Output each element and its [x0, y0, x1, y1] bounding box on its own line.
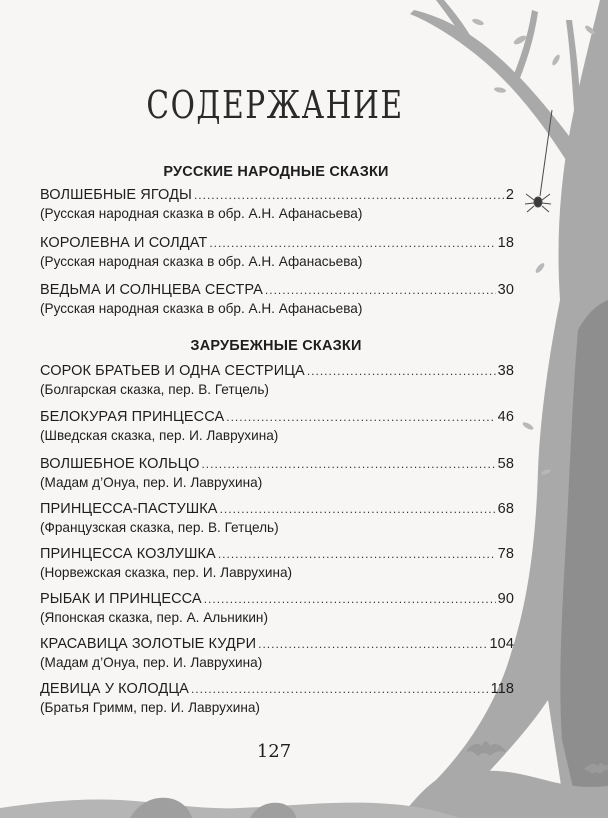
toc-entry-title: БЕЛОКУРАЯ ПРИНЦЕССА [40, 409, 225, 425]
toc-entry-title: ДЕВИЦА У КОЛОДЦА [40, 681, 189, 697]
toc-entry-note: (Русская народная сказка в обр. А.Н. Афанасьева) [40, 206, 363, 221]
toc-entry[interactable] [40, 680, 514, 717]
toc-entry-note: (Норвежская сказка, пер. И. Лаврухина) [40, 565, 293, 580]
toc-entry-title: ПРИНЦЕССА КОЗЛУШКА [40, 546, 216, 562]
toc-entry-note: (Мадам д’Онуа, пер. И. Лаврухина) [40, 475, 263, 490]
toc-entry-title: СОРОК БРАТЬЕВ И ОДНА СЕСТРИЦА [40, 363, 305, 379]
toc-entry-title: ВЕДЬМА И СОЛНЦЕВА СЕСТРА [40, 282, 263, 298]
toc-entry-page: 30 [497, 282, 514, 298]
toc-entry-page: 104 [489, 636, 514, 652]
leader-dots [201, 455, 495, 473]
toc-entry[interactable] [40, 455, 514, 492]
leader-dots [265, 281, 496, 299]
leader-dots [204, 590, 496, 608]
toc-entry-page: 46 [497, 409, 514, 425]
toc-entry[interactable] [40, 590, 514, 627]
section-heading: ЗАРУБЕЖНЫЕ СКАЗКИ [190, 338, 362, 354]
leader-dots [194, 186, 504, 204]
toc-entry-page: 78 [497, 546, 514, 562]
toc-entry-note: (Мадам д’Онуа, пер. И. Лаврухина) [40, 655, 263, 670]
section-heading: РУССКИЕ НАРОДНЫЕ СКАЗКИ [163, 164, 389, 180]
toc-entry-page: 38 [497, 363, 514, 379]
leader-dots [191, 680, 489, 698]
leader-dots [307, 362, 496, 380]
toc-entry[interactable] [40, 500, 514, 537]
toc-entry-note: (Болгарская сказка, пер. В. Гетцель) [40, 382, 269, 397]
page-number: 127 [256, 741, 292, 762]
leader-dots [226, 408, 495, 426]
toc-entry-title: КРАСАВИЦА ЗОЛОТЫЕ КУДРИ [40, 636, 257, 652]
toc-entry-page: 58 [497, 456, 514, 472]
toc-entry-page: 118 [490, 681, 514, 697]
toc-entry-title: ВОЛШЕБНЫЕ ЯГОДЫ [40, 187, 192, 203]
toc-entry-page: 2 [505, 187, 514, 203]
toc-entry-note: (Французская сказка, пер. В. Гетцель) [40, 520, 279, 535]
toc-entry-note: (Русская народная сказка в обр. А.Н. Афанасьева) [40, 254, 363, 269]
toc-entry-title: ПРИНЦЕССА-ПАСТУШКА [40, 501, 218, 517]
leader-dots [220, 500, 496, 518]
toc-entry-note: (Русская народная сказка в обр. А.Н. Афанасьева) [40, 301, 363, 316]
toc-entry-title: ВОЛШЕБНОЕ КОЛЬЦО [40, 456, 200, 472]
toc-entry-note: (Шведская сказка, пер. И. Лаврухина) [40, 428, 279, 443]
toc-entry[interactable] [40, 635, 514, 672]
toc-entry-page: 18 [497, 235, 514, 251]
toc-entry-note: (Братья Гримм, пер. И. Лаврухина) [40, 700, 260, 715]
toc-entry-page: 90 [497, 591, 514, 607]
toc-entry[interactable] [40, 281, 514, 318]
toc-entry-note: (Японская сказка, пер. А. Альникин) [40, 610, 268, 625]
toc-entry-page: 68 [497, 501, 514, 517]
leader-dots [209, 234, 495, 252]
toc-entry-title: РЫБАК И ПРИНЦЕССА [40, 591, 202, 607]
toc-entry[interactable] [40, 408, 514, 445]
page-title: СОДЕРЖАНИЕ [146, 83, 404, 127]
toc-entry[interactable] [40, 362, 514, 399]
leader-dots [218, 545, 496, 563]
toc-entry-title: КОРОЛЕВНА И СОЛДАТ [40, 235, 208, 251]
toc-entry[interactable] [40, 186, 514, 223]
toc-entry[interactable] [40, 545, 514, 582]
toc-entry[interactable] [40, 234, 514, 271]
leader-dots [258, 635, 487, 653]
